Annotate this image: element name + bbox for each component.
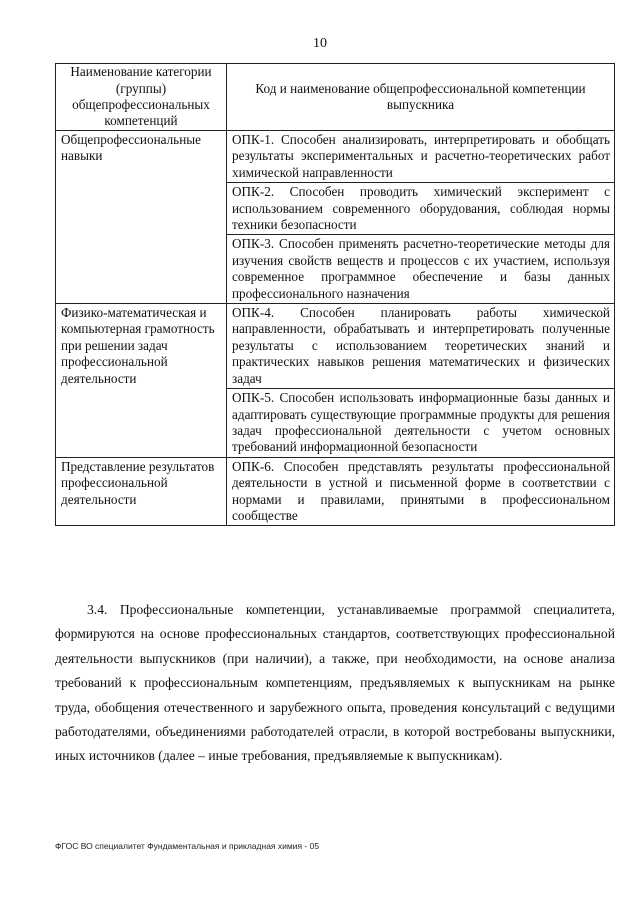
competence-cell: ОПК-1. Способен анализировать, интерпретировать и обобщать результаты экспериментальных и расчетно-теоретических работ химической направленности (227, 131, 615, 183)
page-number: 10 (313, 36, 327, 51)
body-text (55, 598, 615, 769)
competence-cell: ОПК-3. Способен применять расчетно-теоретические методы для изучения свойств веществ и процессов с их участием, используя современное программное обеспечение и базы данных профессионального назначения (227, 235, 615, 304)
category-cell: Физико-математическая и компьютерная грамотность при решении задач профессиональной деятельности (56, 304, 227, 458)
footer-standard-name: ФГОС ВО специалитет Фундаментальная и прикладная химия - 05 (55, 841, 320, 851)
table-header-row (56, 64, 615, 131)
header-category: Наименование категории (группы) общепрофессиональных компетенций (56, 64, 227, 131)
competencies-table (55, 63, 615, 526)
category-cell: Представление результатов профессиональной деятельности (56, 457, 227, 526)
header-competence: Код и наименование общепрофессиональной компетенции выпускника (227, 64, 615, 131)
paragraph-3-4: 3.4. Профессиональные компетенции, устанавливаемые программой специалитета, формируются на основе профессиональных стандартов, соответствующих профессиональной деятельности выпускников (при наличии), а также, при необходимости, на основе анализа требований к профессиональным компетенциям, предъявляемых к выпускникам на рынке труда, обобщения отечественного и зарубежного опыта, проведения консультаций с ведущими работодателями, объединениями работодателей отрасли, в которой востребованы выпускники, иных источников (далее – иные требования, предъявляемые к выпускникам). (55, 602, 615, 764)
competence-cell: ОПК-2. Способен проводить химический эксперимент с использованием современного оборудования, соблюдая нормы техники безопасности (227, 183, 615, 235)
table-row (56, 131, 615, 183)
competence-cell: ОПК-5. Способен использовать информационные базы данных и адаптировать существующие программные продукты для решения задач профессиональной деятельности с учетом основных требований информационной безопасности (227, 389, 615, 458)
table-row (56, 304, 615, 389)
competence-cell: ОПК-6. Способен представлять результаты профессиональной деятельности в устной и письменной форме в соответствии с нормами и правилами, принятыми в профессиональном сообществе (227, 457, 615, 526)
category-cell: Общепрофессиональные навыки (56, 131, 227, 304)
table-row (56, 457, 615, 526)
competence-cell: ОПК-4. Способен планировать работы химической направленности, обрабатывать и интерпретировать полученные результаты с использованием теоретических знаний и практических навыков решения математических и физических задач (227, 304, 615, 389)
